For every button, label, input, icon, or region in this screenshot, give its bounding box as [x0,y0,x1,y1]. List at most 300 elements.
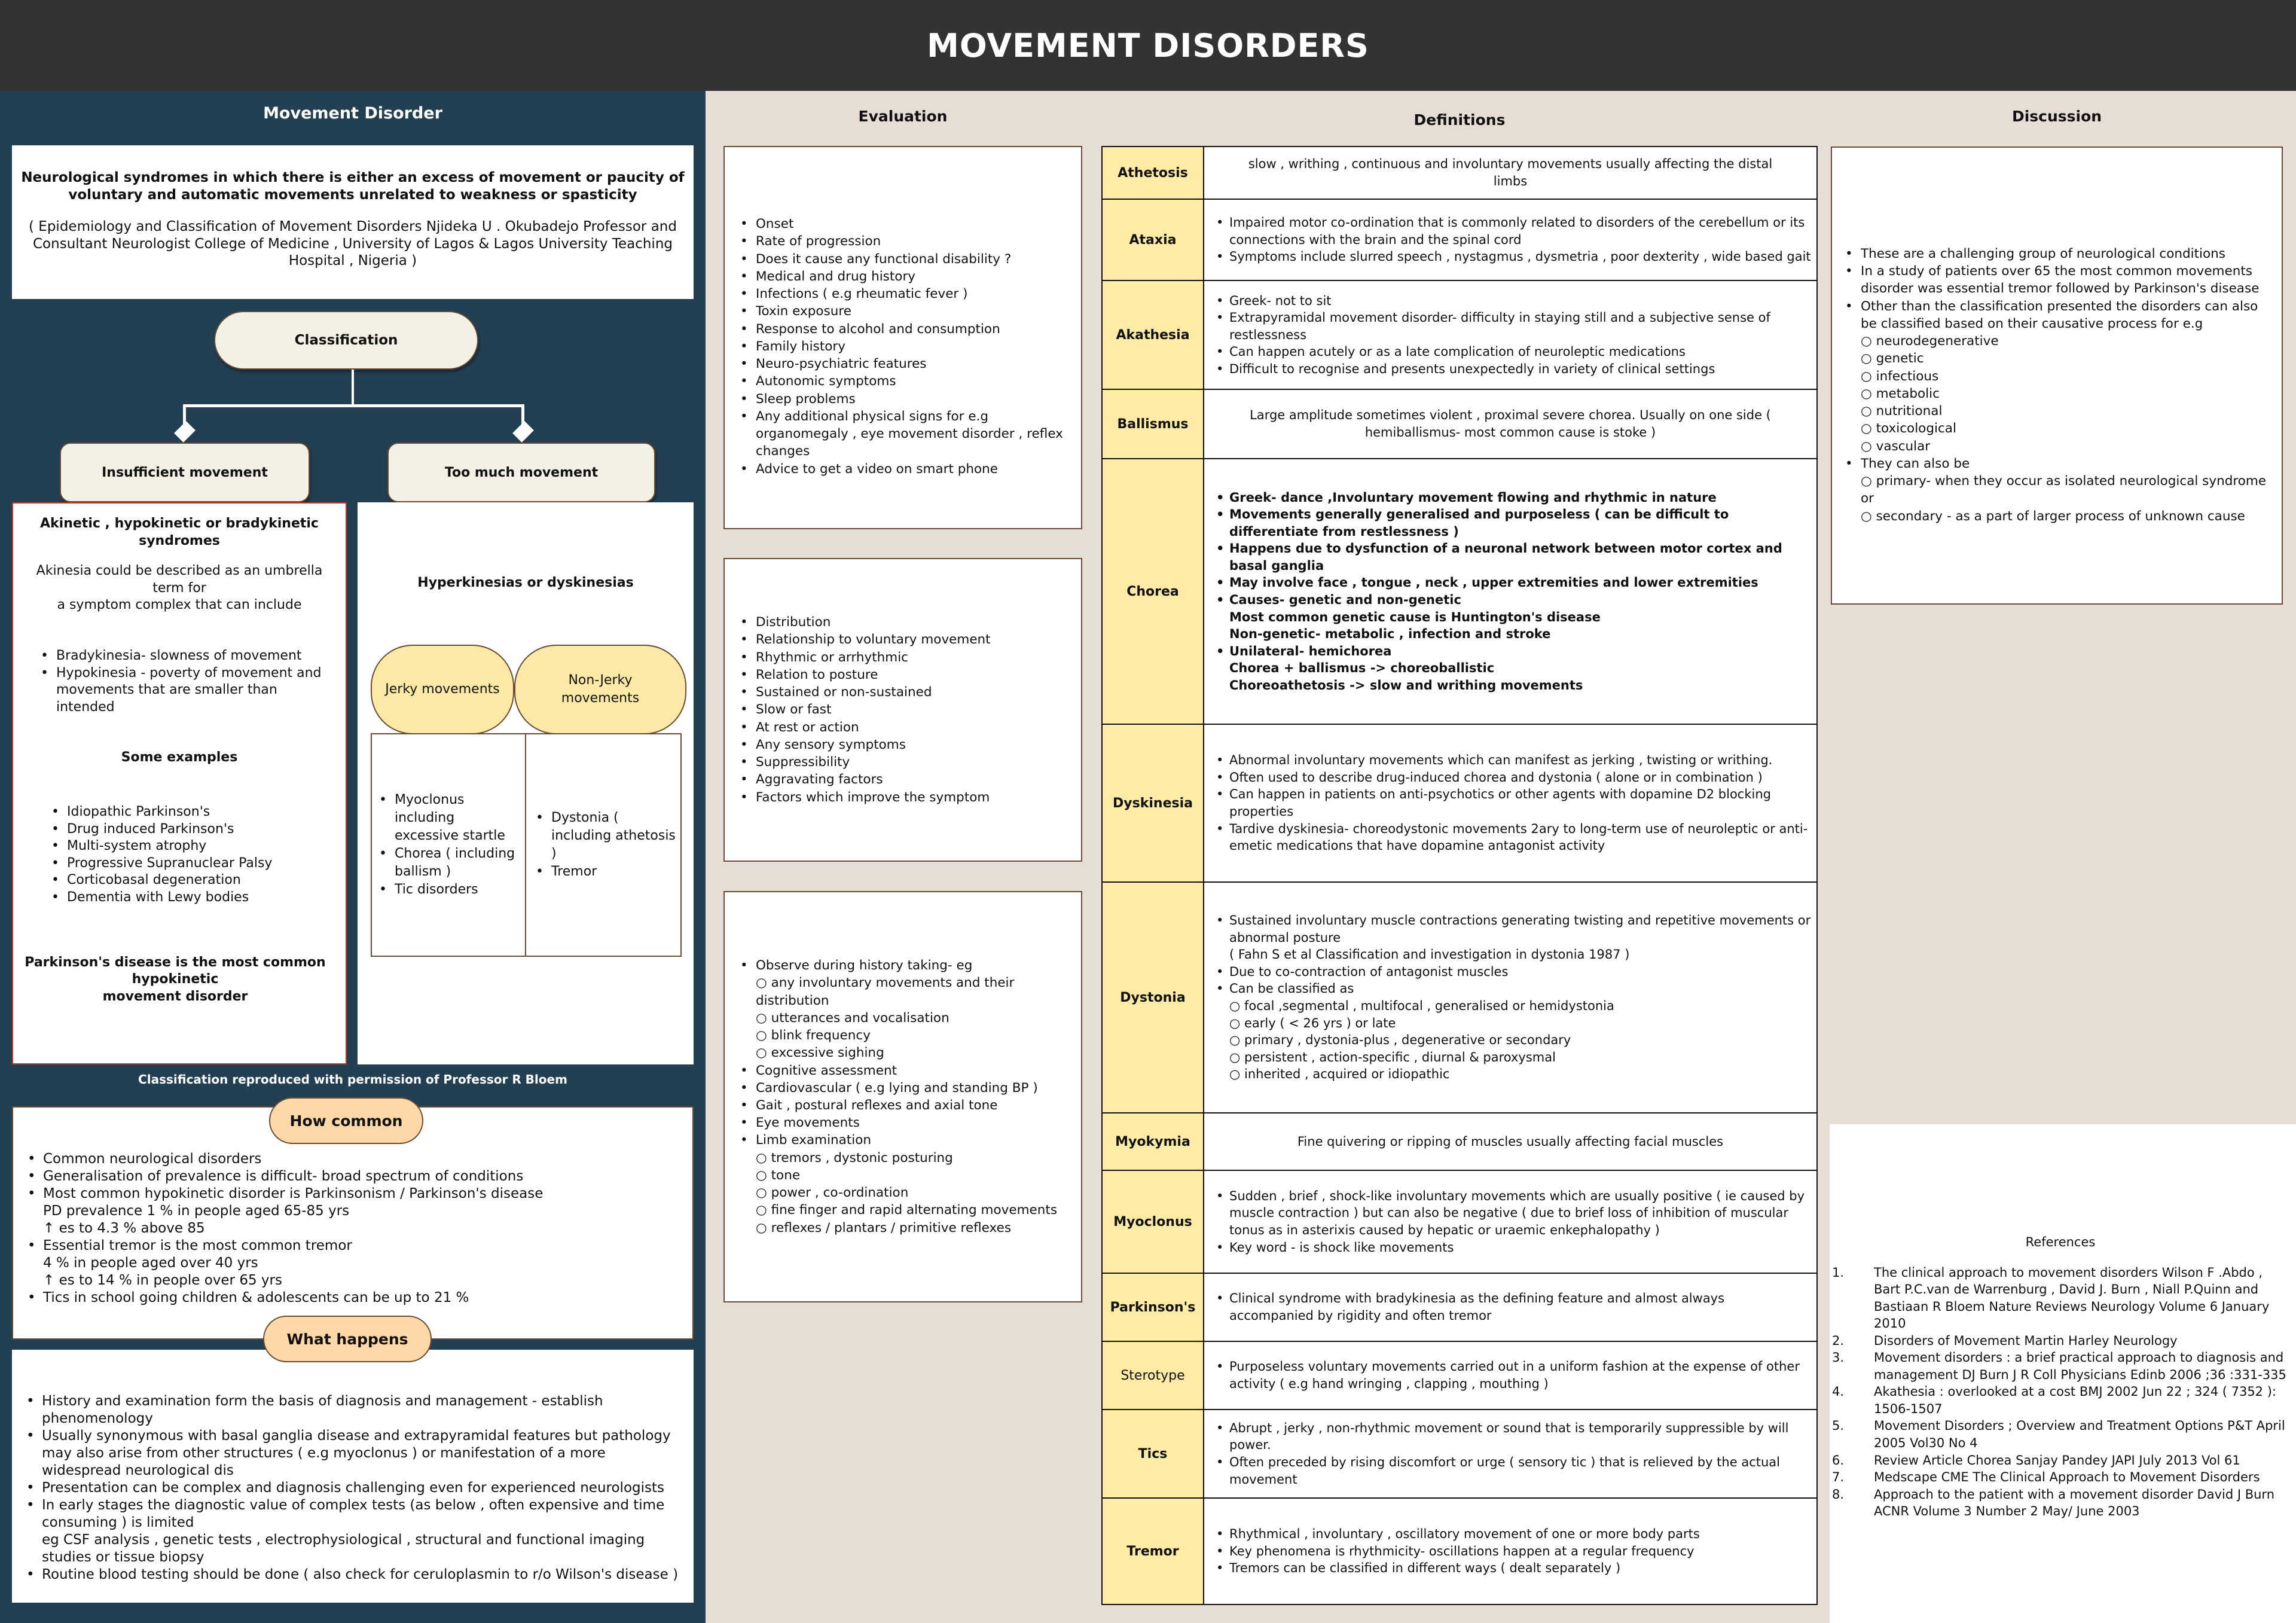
evaluation-history-list [738,215,1077,478]
definition-description [1204,1410,1817,1498]
reference-item [1830,1332,2291,1350]
list-item-text: Sleep problems [756,391,856,407]
list-item [24,1566,689,1584]
list-item [738,460,1077,478]
definition-term: Chorea [1102,459,1204,724]
connector-line [183,404,524,407]
list-item [738,408,1077,460]
definition-description [1204,1113,1817,1170]
list-item [738,719,991,736]
list-item [1215,1290,1812,1324]
list-item-text: Any additional physical signs for e.g organomegaly , eye movement disorder , reflex changes [756,408,1063,459]
reference-text: Approach to the patient with a movement disorder David J Burn ACNR Volume 3 Number 2 May/ June 2003 [1874,1487,2275,1519]
references-list [1830,1264,2291,1520]
list-item [738,373,1077,390]
list-item [738,753,991,771]
list-item-continuation: eg CSF analysis , genetic tests , electrophysiological , structural and functional imaging studies or tissue biopsy [42,1532,645,1565]
list-item-continuation: ↑ es to 14 % in people over 65 yrs [43,1272,282,1288]
definition-description [1204,1498,1817,1604]
definition-row [1102,1410,1817,1498]
list-item [738,649,991,666]
note-line: hypokinetic [132,972,219,987]
list-item-text: Happens due to dysfunction of a neuronal network between motor cortex and basal ganglia [1229,541,1782,573]
list-item-text: Symptoms include slurred speech , nystagmus , dysmetria , poor dexterity , wide based gait [1229,249,1811,264]
list-item [738,251,1077,268]
list-item-continuation: Choreoathetosis -> slow and writhing movements [1229,678,1583,692]
list-item [24,1393,689,1427]
definition-description [1204,280,1817,389]
list-item-text: Common neurological disorders [43,1151,262,1167]
list-item [1215,309,1812,343]
list-item-text: Does it cause any functional disability ? [756,251,1012,267]
reference-number: 3. [1832,1350,1845,1365]
list-item [1215,1420,1812,1454]
list-item-text: Often preceded by rising discomfort or urge ( sensory tic ) that is relieved by the actual movement [1229,1455,1780,1487]
diamond-arrow-icon [512,421,534,443]
reference-number: 5. [1832,1418,1845,1433]
definition-description [1204,1341,1817,1410]
list-item-text: Can happen acutely or as a late complication of neuroleptic medications [1229,344,1686,359]
list-item [738,684,991,701]
hyperkinetic-box [358,502,694,1064]
list-item [738,215,1077,233]
list-item-text: Extrapyramidal movement disorder- difficulty in staying still and a subjective sense of restlessness [1229,310,1770,342]
list-item [25,1289,680,1307]
list-item-text: Limb examination [756,1133,872,1148]
akinesia-list [38,648,340,716]
jerky-movements-node: Jerky movements [371,645,514,734]
list-item [1215,214,1812,248]
reference-text: Disorders of Movement Martin Harley Neurology [1874,1333,2178,1348]
list-item-text: May involve face , tongue , neck , upper extremities and lower extremities [1229,575,1758,590]
list-item [1215,1526,1812,1543]
list-item-continuation: ↑ es to 4.3 % above 85 [43,1220,205,1236]
list-item-text: Factors which improve the symptom [756,789,990,805]
list-item-text: At rest or action [756,719,859,735]
list-item: • Tic disorders [377,881,523,899]
list-item-text: Presentation can be complex and diagnosis challenging even for experienced neurologists [42,1479,664,1496]
list-item-text: Toxin exposure [756,304,851,319]
reference-text: Movement disorders : a brief practical approach to diagnosis and management DJ Burn J R Coll Physicians Edinb 2006 ;36 :331-335 [1874,1350,2286,1382]
note-line: Parkinson's disease is the most common [25,954,326,970]
list-item-text: Can be classified as [1229,981,1354,996]
note-line: movement disorder [102,989,248,1004]
sub-list-item: ○ reflexes / plantars / primitive reflexes [756,1219,1077,1237]
definition-box [12,145,694,299]
list-item [1215,1239,1812,1256]
list-item-text: Rate of progression [756,234,881,249]
list-item [738,1062,1077,1079]
reference-text: Review Article Chorea Sanjay Pandey JAPI July 2013 Vol 61 [1874,1453,2240,1468]
jerky-cell [371,733,526,957]
list-item-text: Rhythmic or arrhythmic [756,649,908,665]
list-item-text: Purposeless voluntary movements carried out in a uniform fashion at the expense of other activity ( e.g hand wringing , clapping , mouthing ) [1229,1359,1800,1391]
list-item [1215,786,1812,820]
list-item [1215,963,1812,981]
list-item-text: Observe during history taking- eg [756,958,973,974]
definition-term: Ataxia [1102,199,1204,280]
list-item-text: Autonomic symptoms [756,374,896,389]
list-item [1215,540,1812,574]
list-item-text: Medical and drug history [756,269,916,284]
list-item-text: Cognitive assessment [756,1063,897,1078]
list-item-text: Any sensory symptoms [756,737,906,752]
list-item-continuation: Chorea + ballismus -> choreoballistic [1229,661,1495,676]
definition-description [1204,1170,1817,1273]
sub-list-item: ○ tone [756,1167,1077,1184]
list-item-text: Advice to get a video on smart phone [756,461,999,477]
hypokinetic-heading: Akinetic , hypokinetic or bradykinetic syndromes [40,516,319,548]
sub-list-item: ○ toxicological [1861,420,2277,437]
reference-number: 4. [1832,1384,1845,1399]
definition-term: Dyskinesia [1102,724,1204,882]
definition-row [1102,1341,1817,1410]
sub-list-item: ○ inherited , acquired or idiopathic [1229,1066,1812,1083]
akinesia-intro [13,563,346,614]
list-item: • Corticobasal degeneration [49,872,340,889]
sub-list-item: ○ early ( < 26 yrs ) or late [1229,1015,1812,1032]
definition-term: Tremor [1102,1498,1204,1604]
list-item-text: Distribution [756,615,831,630]
list-item-text: Impaired motor co-ordination that is commonly related to disorders of the cerebellum or its connections with the brain and the spinal cord [1229,215,1805,247]
list-item-text: Aggravating factors [756,772,883,788]
list-item-text: Sudden , brief , shock-like involuntary movements which are usually positive ( ie caused by muscle contraction ) but can also be negative ( due to brief loss of inhibition of muscular tonus as in asterixis caused by hepatic or uraemic enkephalopathy ) [1229,1188,1805,1237]
list-item-text: Usually synonymous with basal ganglia disease and extrapyramidal features but pathology may also arise from other structures ( e.g myoclonus ) or manifestation of a more widespread neurological dis [42,1427,671,1478]
list-item-text: Relationship to voluntary movement [756,632,991,648]
list-item-text: Sustained involuntary muscle contractions generating twisting and repetitive movements or abnormal posture [1229,913,1811,945]
evaluation-examination-box [723,891,1082,1302]
list-item-text: They can also be [1861,456,1970,471]
reference-item [1830,1417,2291,1451]
list-item [1215,343,1812,361]
definition-list [1215,1290,1812,1324]
list-item: • Chorea ( including ballism ) [377,845,523,881]
list-item [24,1479,689,1497]
reference-number: 8. [1832,1487,1845,1502]
list-item [25,1151,680,1168]
references-title: References [2025,1235,2096,1249]
list-item [738,233,1077,250]
definition-row [1102,199,1817,280]
list-item-text: Generalisation of prevalence is difficult- broad spectrum of conditions [43,1168,524,1184]
list-item: • Hypokinesia - poverty of movement and movements that are smaller than intended [38,665,340,716]
hyperkinetic-heading: Hyperkinesias or dyskinesias [417,575,634,590]
list-item-text: Essential tremor is the most common tremor [43,1237,352,1253]
list-item [738,355,1077,373]
list-item [24,1427,689,1479]
list-item [1215,752,1812,769]
evaluation-title: Evaluation [858,108,948,125]
list-item [1215,980,1812,1082]
list-item [1215,820,1812,855]
list-item-text: Greek- dance ,Involuntary movement flowing and rhythmic in nature [1229,490,1717,505]
evaluation-examination-list [738,957,1077,1237]
list-item [1215,769,1812,786]
definition-description [1204,459,1817,724]
how-common-list [25,1151,680,1307]
list-item [1843,245,2277,263]
list-item [738,1097,1077,1114]
list-item-text: Routine blood testing should be done ( also check for ceruloplasmin to r/o Wilson's disease ) [42,1566,679,1582]
definition-list [1215,1420,1812,1488]
definition-row [1102,280,1817,389]
list-item-text: Gait , postural reflexes and axial tone [756,1098,998,1113]
what-happens-label: What happens [263,1316,432,1362]
list-item-text: Clinical syndrome with bradykinesia as the defining feature and almost always accompanied by rigidity and often tremor [1229,1291,1725,1323]
sub-list-item: ○ vascular [1861,438,2277,455]
list-item-text: Due to co-contraction of antagonist muscles [1229,964,1509,979]
non-jerky-cell [526,733,682,957]
evaluation-characteristics-list [738,614,991,806]
list-item-continuation: ( Fahn S et al Classification and investigation in dystonia 1987 ) [1229,947,1630,962]
definition-term: Tics [1102,1410,1204,1498]
list-item [738,391,1077,408]
list-item [1215,1543,1812,1560]
definition-list [1215,1188,1812,1256]
definition-row [1102,389,1817,459]
reference-number: 7. [1832,1470,1845,1485]
list-item [738,1079,1077,1097]
definition-description [1204,389,1817,459]
sub-list-item: ○ utterances and vocalisation [756,1009,1077,1027]
list-item-text: Family history [756,338,845,354]
list-item-text: Suppressibility [756,755,850,770]
akinesia-intro-line: Akinesia could be described as an umbrella term for [36,563,323,596]
list-item-text: Greek- not to sit [1229,293,1332,308]
list-item: • Bradykinesia- slowness of movement [38,648,340,665]
list-item [25,1185,680,1237]
list-item [1215,1560,1812,1577]
list-item-continuation: PD prevalence 1 % in people aged 65-85 yrs [43,1203,350,1219]
definition-row [1102,1273,1817,1341]
sub-list-item: ○ genetic [1861,350,2277,367]
akinesia-intro-line: a symptom complex that can include [57,597,302,613]
reference-item [1830,1452,2291,1469]
evaluation-characteristics-box [723,558,1082,862]
definition-list [1215,489,1812,694]
list-item [738,789,991,806]
definition-row [1102,724,1817,882]
list-item [738,1114,1077,1131]
discussion-list [1843,245,2277,525]
list-item [1215,1454,1812,1488]
list-item [1215,1188,1812,1239]
list-item: • Progressive Supranuclear Palsy [49,855,340,872]
definition-row [1102,459,1817,724]
list-item-text: Most common hypokinetic disorder is Parkinsonism / Parkinson's disease [43,1185,544,1201]
list-item [1215,248,1812,266]
definition-term: Parkinson's [1102,1273,1204,1341]
list-item [24,1497,689,1566]
list-item-text: Key phenomena is rhythmicity- oscillations happen at a regular frequency [1229,1543,1694,1558]
definition-text: Fine quivering or ripping of muscles usually affecting facial muscles [1297,1134,1724,1149]
list-item-text: Neuro-psychiatric features [756,356,927,372]
list-item [738,285,1077,303]
definition-text: Large amplitude sometimes violent , proximal severe chorea. Usually on one side ( hemiballismus- most common cause is stoke ) [1250,408,1771,440]
definition-row [1102,147,1817,199]
list-item-text: Sustained or non-sustained [756,685,932,700]
what-happens-list [24,1393,689,1584]
list-item [738,338,1077,355]
sub-list-item: ○ nutritional [1861,402,2277,420]
list-item [1215,292,1812,310]
reference-text: Movement Disorders ; Overview and Treatment Options P&T April 2005 Vol30 No 4 [1874,1418,2285,1451]
list-item-continuation: 4 % in people aged over 40 yrs [43,1255,258,1271]
list-item [738,268,1077,285]
movement-disorder-panel [0,91,706,1623]
list-item [738,303,1077,320]
definition-term: Sterotype [1102,1341,1204,1410]
list-item [1215,574,1812,591]
poster-title: MOVEMENT DISORDERS [927,26,1369,65]
list-item-text: In a study of patients over 65 the most common movements disorder was essential tremor followed by Parkinson's disease [1861,264,2260,297]
sub-list-item: ○ power , co-ordination [756,1184,1077,1201]
list-item: • Dementia with Lewy bodies [49,889,340,907]
reference-number: 6. [1832,1453,1845,1468]
list-item [1843,455,2277,525]
list-item [1215,591,1812,643]
list-item [1215,489,1812,507]
reference-number: 1. [1832,1265,1845,1280]
what-happens-box [12,1350,694,1603]
definition-citation: ( Epidemiology and Classification of Movement Disorders Njideka U . Okubadejo Professor and Consultant Neurologist College of Medicine , University of Lagos & Lagos University Teaching Hospital , Nigeria ) [29,219,677,269]
connector-line [352,370,354,405]
definition-row [1102,1170,1817,1273]
list-item-text: Tics in school going children & adolescents can be up to 21 % [43,1289,469,1305]
definition-term: Ballismus [1102,389,1204,459]
list-item-text: Eye movements [756,1115,860,1131]
list-item [738,1131,1077,1236]
definitions-title: Definitions [1413,111,1506,129]
non-jerky-list [533,809,676,881]
sub-list-item: ○ persistent , action-specific , diurnal & paroxysmal [1229,1049,1812,1066]
definition-list [1215,214,1812,266]
how-common-label: How common [269,1097,423,1144]
list-item [1215,912,1812,963]
discussion-title: Discussion [2011,108,2102,125]
list-item [738,666,991,684]
list-item: • Myoclonus including excessive startle [377,791,523,845]
list-item [738,771,991,788]
list-item [25,1168,680,1185]
list-item [1843,263,2277,297]
list-item-text: These are a challenging group of neurological conditions [1861,246,2226,261]
parkinsons-note [13,954,346,1006]
list-item-text: Abnormal involuntary movements which can manifest as jerking , twisting or writhing. [1229,753,1773,768]
list-item-text: Key word - is shock like movements [1229,1240,1454,1255]
definition-term: Myoclonus [1102,1170,1204,1273]
list-item [1215,643,1812,694]
list-item-continuation: Most common genetic cause is Huntington's disease [1229,609,1601,624]
list-item-text: Infections ( e.g rheumatic fever ) [756,286,968,302]
definition-list [1215,292,1812,378]
classification-caption: Classification reproduced with permission of Professor R Bloem [138,1072,567,1087]
hyperkinetic-grid [371,733,694,957]
sub-list-item: ○ primary , dystonia-plus , degenerative or secondary [1229,1032,1812,1049]
list-item [738,736,991,753]
sub-list-item: ○ fine finger and rapid alternating movements [756,1201,1077,1219]
list-item-text: Can happen in patients on anti-psychotics or other agents with dopamine D2 blocking properties [1229,787,1771,819]
list-item [738,614,991,631]
poster-header [0,0,2296,91]
discussion-box [1831,147,2283,605]
list-item-text: History and examination form the basis of diagnosis and management - establish phenomenology [42,1393,603,1426]
list-item-text: Slow or fast [756,702,832,718]
reference-item [1830,1469,2291,1486]
examples-heading: Some examples [121,750,238,765]
reference-text: The clinical approach to movement disorders Wilson F .Abdo , Bart P.C.van de Warrenburg , David J. Burn , Niall P.Quinn and Bastiaan R Bloem Nature Reviews Neurology Volume 6 January 2010 [1874,1265,2270,1331]
list-item-text: Tremors can be classified in different ways ( dealt separately ) [1229,1561,1621,1576]
list-item [1215,361,1812,378]
sub-list-item: ○ excessive sighing [756,1044,1077,1061]
panel-title: Movement Disorder [263,104,442,123]
reference-item [1830,1349,2291,1383]
list-item [1215,506,1812,540]
classification-node: Classification [214,311,478,370]
non-jerky-movements-node: Non-Jerky movements [514,645,686,734]
sub-list-item: ○ blink frequency [756,1027,1077,1044]
list-item: • Tremor [533,863,676,881]
reference-number: 2. [1832,1333,1845,1348]
list-item [1843,298,2277,455]
sub-list-item: ○ secondary - as a part of larger process of unknown cause [1861,508,2277,525]
list-item-text: Tardive dyskinesia- choreodystonic movements 2ary to long-term use of neuroleptic or anti-emetic medications that have dopamine antagonist activity [1229,821,1808,853]
sub-list-item: ○ metabolic [1861,385,2277,402]
definition-list [1215,1526,1812,1577]
reference-item [1830,1383,2291,1417]
reference-text: Medscape CME The Clinical Approach to Movement Disorders [1874,1470,2260,1485]
definition-term: Akathesia [1102,280,1204,389]
definition-row [1102,882,1817,1113]
list-item-text: Abrupt , jerky , non-rhythmic movement or sound that is temporarily suppressible by will power. [1229,1420,1789,1453]
definition-description [1204,1273,1817,1341]
sub-list-item: ○ neurodegenerative [1861,332,2277,350]
reference-item [1830,1264,2291,1332]
sub-list-item: ○ primary- when they occur as isolated neurological syndrome or [1861,472,2277,507]
sub-list-item: ○ focal ,segmental , multifocal , generalised or hemidystonia [1229,997,1812,1015]
reference-item [1830,1486,2291,1520]
list-item: • Drug induced Parkinson's [49,821,340,838]
definition-term: Dystonia [1102,882,1204,1113]
definitions-table [1101,146,1818,1605]
list-item-continuation: Non-genetic- metabolic , infection and stroke [1229,627,1551,642]
list-item-text: Often used to describe drug-induced chorea and dystonia ( alone or in combination ) [1229,770,1763,785]
list-item: • Idiopathic Parkinson's [49,804,340,821]
definition-description [1204,147,1817,199]
definition-term: Myokymia [1102,1113,1204,1170]
definition-description [1204,882,1817,1113]
list-item-text: Onset [756,216,794,232]
definition-description [1204,724,1817,882]
list-item [1215,1358,1812,1392]
list-item: • Multi-system atrophy [49,838,340,855]
list-item-text: Other than the classification presented the disorders can also be classified based on their causative process for e.g [1861,298,2258,331]
sub-list-item: ○ infectious [1861,368,2277,385]
list-item-text: Response to alcohol and consumption [756,321,1000,337]
list-item-text: Relation to posture [756,667,878,682]
definition-row [1102,1113,1817,1170]
too-much-movement-node: Too much movement [387,443,655,502]
definition-text: Neurological syndromes in which there is either an excess of movement or paucity of voluntary and automatic movements unrelated to weakness or spasticity [21,170,685,203]
sub-list-item: ○ tremors , dystonic posturing [756,1149,1077,1167]
references-box [1830,1124,2296,1623]
definition-description [1204,199,1817,280]
examples-list [49,804,340,907]
list-item-text: In early stages the diagnostic value of complex tests (as below , often expensive and time consuming ) is limited [42,1497,665,1530]
diamond-arrow-icon [174,421,196,443]
insufficient-movement-node: Insufficient movement [60,443,310,502]
list-item-text: Cardiovascular ( e.g lying and standing BP ) [756,1080,1038,1096]
